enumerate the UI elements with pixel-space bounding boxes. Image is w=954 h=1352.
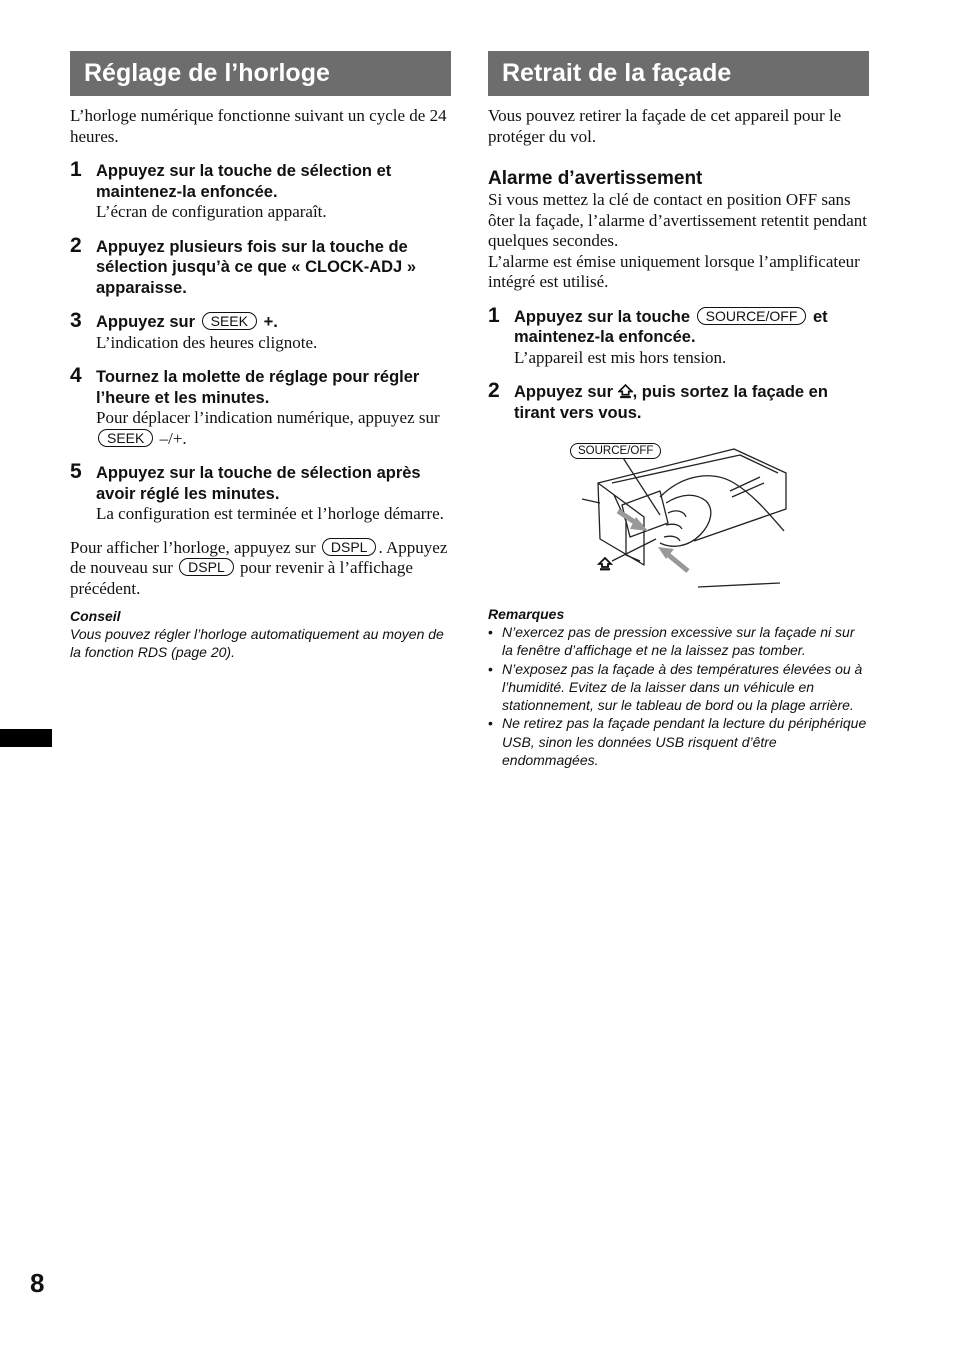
clock-step-2 xyxy=(70,233,451,299)
clock-step-5 xyxy=(70,460,451,525)
clock-intro: L’horloge numérique fonctionne suivant un cycle de 24 heures. xyxy=(70,106,447,146)
step-description: L’écran de configuration apparaît. xyxy=(96,202,327,221)
step-desc-post: –/+. xyxy=(159,428,187,448)
step-description: La configuration est terminée et l’horloge démarre. xyxy=(96,504,444,523)
section-title-faceplate: Retrait de la façade xyxy=(488,51,869,96)
step-title: Appuyez sur la touche de sélection après avoir réglé les minutes. xyxy=(96,464,421,503)
step-number: 1 xyxy=(488,303,500,327)
step-title-pre: Appuyez sur la touche xyxy=(514,307,691,326)
step-number: 3 xyxy=(70,309,82,332)
right-column xyxy=(488,51,869,769)
left-column xyxy=(70,51,451,661)
figure-source-off-label: SOURCE/OFF xyxy=(570,443,661,459)
alarm-text-2: L’alarme est émise uniquement lorsque l’amplificateur intégré est utilisé. xyxy=(488,251,860,291)
source-off-key: SOURCE/OFF xyxy=(697,307,807,325)
step-title-pre: Appuyez sur xyxy=(96,313,196,331)
step-number: 5 xyxy=(70,460,82,483)
step-title: Tournez la molette de réglage pour régler l’heure et les minutes. xyxy=(96,368,420,407)
step-title xyxy=(96,312,451,333)
display-mid: . Appuyez de nouveau sur xyxy=(70,537,448,577)
release-icon xyxy=(618,383,633,401)
tip-text: Vous pouvez régler l’horloge automatiquement au moyen de la fonction RDS (page 20). xyxy=(70,626,444,660)
step-title-post: et maintenez-la enfoncée. xyxy=(514,307,828,346)
clock-step-1 xyxy=(70,158,451,223)
faceplate-step-1 xyxy=(488,303,869,369)
step-title-pre: Appuyez sur xyxy=(514,383,614,401)
faceplate-step-2 xyxy=(488,379,869,423)
step-title xyxy=(514,307,869,348)
step-title: Appuyez sur la touche de sélection et maintenez-la enfoncée. xyxy=(96,162,392,201)
display-post: pour revenir à l’affichage précédent. xyxy=(70,558,413,598)
page-number: 8 xyxy=(30,1268,45,1298)
faceplate-removal-illustration xyxy=(564,443,874,591)
step-number: 2 xyxy=(488,379,500,402)
alarm-text-1: Si vous mettez la clé de contact en position OFF sans ôter la façade, l’alarme d’avertissement retentit pendant quelques secondes. xyxy=(488,190,868,250)
tip-heading: Conseil xyxy=(70,608,121,624)
step-title-post: +. xyxy=(263,313,278,331)
step-desc-pre: Pour déplacer l’indication numérique, appuyez sur xyxy=(96,408,440,427)
clock-step-4 xyxy=(70,364,451,449)
step-number: 2 xyxy=(70,233,82,257)
thumb-index-tab xyxy=(0,729,52,747)
step-title xyxy=(514,382,869,423)
step-number: 4 xyxy=(70,364,82,387)
faceplate-intro: Vous pouvez retirer la façade de cet appareil pour le protéger du vol. xyxy=(488,106,842,146)
step-title-post: , puis sortez la façade en tirant vers vous. xyxy=(514,383,828,422)
seek-key: SEEK xyxy=(98,429,153,447)
note-item: • N’exposez pas la façade à des températures élevées ou à l’humidité. Evitez de la laisser dans un véhicule en stationnement, sur le tableau de bord ou la plage arrière. xyxy=(488,660,869,715)
step-description: L’indication des heures clignote. xyxy=(96,332,318,352)
note-item: • N’exercez pas de pression excessive sur la façade ni sur la fenêtre d’affichage et ne la laissez pas tomber. xyxy=(488,623,869,660)
display-pre: Pour afficher l’horloge, appuyez sur xyxy=(70,537,316,557)
seek-key: SEEK xyxy=(202,312,257,330)
display-clock-paragraph xyxy=(70,538,451,600)
step-description: L’appareil est mis hors tension. xyxy=(514,347,727,367)
section-title-clock: Réglage de l’horloge xyxy=(70,51,451,96)
step-description xyxy=(96,408,451,449)
notes-heading: Remarques xyxy=(488,606,565,622)
dspl-key: DSPL xyxy=(322,538,377,556)
step-title: Appuyez plusieurs fois sur la touche de sélection jusqu’à ce que « CLOCK-ADJ » apparaisse. xyxy=(96,237,416,297)
note-item: • Ne retirez pas la façade pendant la lecture du périphérique USB, sinon les données USB risquent d’être endommagées. xyxy=(488,714,869,769)
alarm-heading: Alarme d’avertissement xyxy=(488,168,703,189)
clock-step-3 xyxy=(70,309,451,353)
step-number: 1 xyxy=(70,158,82,181)
faceplate-illustration-drawing xyxy=(564,443,874,591)
dspl-key: DSPL xyxy=(179,558,234,576)
notes-list xyxy=(488,623,869,769)
